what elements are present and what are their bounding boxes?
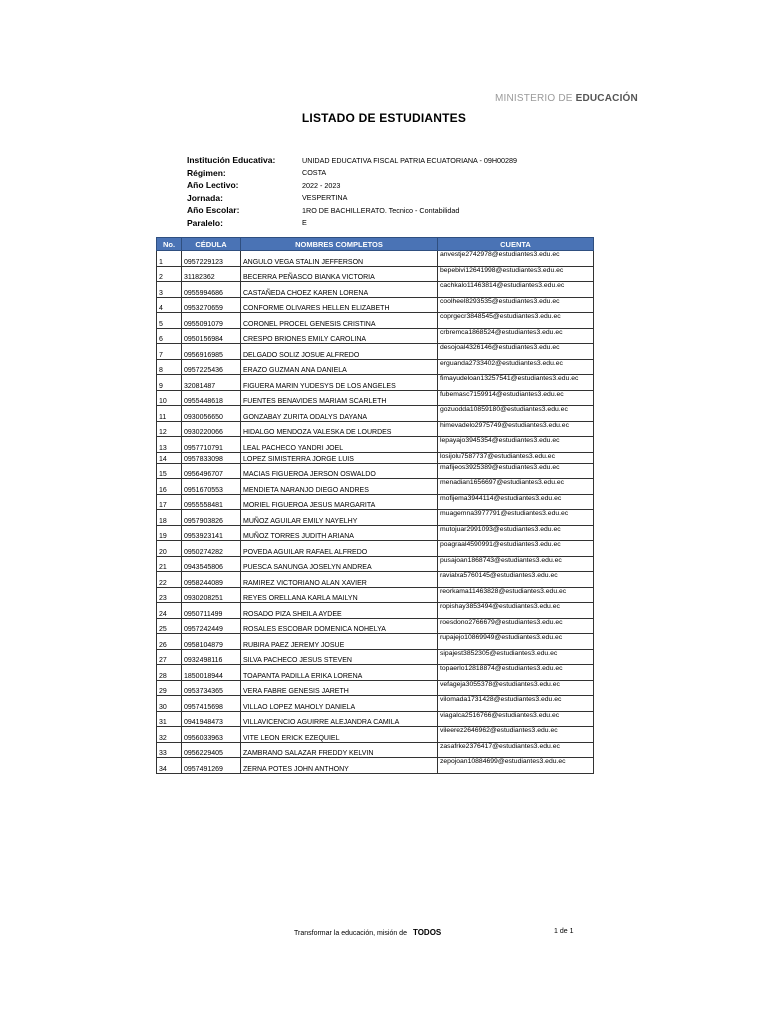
- table-row: [157, 742, 594, 758]
- cell-nombres: VITE LEON ERICK EZEQUIEL: [241, 727, 438, 743]
- cell-cedula: 0955994686: [182, 282, 241, 298]
- cell-cedula: 0943545806: [182, 556, 241, 572]
- table-row: [157, 359, 594, 375]
- footer-motto: [294, 928, 441, 937]
- cell-nombres: PUESCA SANUNGA JOSELYN ANDREA: [241, 556, 438, 572]
- cell-cuenta: topaerlo12818874@estudiantes3.edu.ec: [438, 665, 594, 681]
- footer-bold: TODOS: [412, 928, 442, 937]
- cell-cuenta: vilomada1731428@estudiantes3.edu.ec: [438, 696, 594, 712]
- info-row: [187, 167, 517, 180]
- cell-no: 5: [157, 313, 182, 329]
- logo-prefix: MINISTERIO DE: [495, 93, 576, 104]
- cell-cedula: 0955091079: [182, 313, 241, 329]
- cell-cuenta: coprgecr3848545@estudiantes3.edu.ec: [438, 313, 594, 329]
- cell-nombres: MUÑOZ TORRES JUDITH ARIANA: [241, 525, 438, 541]
- table-row: [157, 282, 594, 298]
- cell-cuenta: vefageja3055378@estudiantes3.edu.ec: [438, 680, 594, 696]
- info-value: 1RO DE BACHILLERATO. Tecnico - Contabilidad: [302, 205, 460, 215]
- cell-cedula: 0957833098: [182, 452, 241, 463]
- cell-no: 32: [157, 727, 182, 743]
- cell-cuenta: vileerez2646962@estudiantes3.edu.ec: [438, 727, 594, 743]
- cell-cuenta: fimayudeloan13257541@estudiantes3.edu.ec: [438, 375, 594, 391]
- cell-cedula: 0957710791: [182, 437, 241, 453]
- cell-nombres: MUÑOZ AGUILAR EMILY NAYELHY: [241, 510, 438, 526]
- table-row: [157, 603, 594, 619]
- cell-cedula: 0955448618: [182, 390, 241, 406]
- table-row: [157, 696, 594, 712]
- cell-cuenta: ropishay3853494@estudiantes3.edu.ec: [438, 603, 594, 619]
- cell-no: 23: [157, 587, 182, 603]
- cell-cedula: 0951670553: [182, 479, 241, 495]
- cell-cuenta: anvestje2742978@estudiantes3.edu.ec: [438, 251, 594, 267]
- cell-no: 7: [157, 344, 182, 360]
- cell-no: 34: [157, 758, 182, 774]
- cell-cuenta: mofijema3944114@estudiantes3.edu.ec: [438, 494, 594, 510]
- page-title: LISTADO DE ESTUDIANTES: [301, 111, 467, 125]
- cell-cuenta: coolheel8293535@estudiantes3.edu.ec: [438, 297, 594, 313]
- info-label: Institución Educativa:: [187, 155, 276, 166]
- cell-no: 6: [157, 328, 182, 344]
- cell-cuenta: sipajest3852305@estudiantes3.edu.ec: [438, 649, 594, 665]
- cell-no: 27: [157, 649, 182, 665]
- cell-cedula: 0957491269: [182, 758, 241, 774]
- cell-no: 30: [157, 696, 182, 712]
- info-label: Paralelo:: [187, 217, 223, 228]
- info-row: [187, 192, 517, 205]
- cell-nombres: LEAL PACHECO YANDRI JOEL: [241, 437, 438, 453]
- cell-cuenta: ravialxa5760145@estudiantes3.edu.ec: [438, 572, 594, 588]
- table-row: [157, 437, 594, 453]
- cell-no: 9: [157, 375, 182, 391]
- cell-cedula: 0956033963: [182, 727, 241, 743]
- cell-nombres: RAMIREZ VICTORIANO ALAN XAVIER: [241, 572, 438, 588]
- info-value: E: [302, 218, 307, 228]
- cell-nombres: VILLAO LOPEZ MAHOLY DANIELA: [241, 696, 438, 712]
- logo-bold: EDUCACIÓN: [575, 93, 638, 104]
- header-cuenta: CUENTA: [438, 238, 594, 251]
- cell-cedula: 0950711499: [182, 603, 241, 619]
- cell-nombres: DELGADO SOLIZ JOSUE ALFREDO: [241, 344, 438, 360]
- cell-cuenta: viagalca2516766@estudiantes3.edu.ec: [438, 711, 594, 727]
- info-label: Régimen:: [187, 167, 226, 178]
- table-row: [157, 452, 594, 463]
- cell-cuenta: pusajoan1868743@estudiantes3.edu.ec: [438, 556, 594, 572]
- cell-cedula: 0950156984: [182, 328, 241, 344]
- cell-cedula: 0958104879: [182, 634, 241, 650]
- cell-nombres: ZAMBRANO SALAZAR FREDDY KELVIN: [241, 742, 438, 758]
- table-row: [157, 421, 594, 437]
- table-row: [157, 251, 594, 267]
- cell-no: 29: [157, 680, 182, 696]
- cell-no: 21: [157, 556, 182, 572]
- table-row: [157, 525, 594, 541]
- info-row: [187, 217, 517, 230]
- cell-cuenta: poagraal4590991@estudiantes3.edu.ec: [438, 541, 594, 557]
- cell-nombres: ZERNA POTES JOHN ANTHONY: [241, 758, 438, 774]
- cell-no: 20: [157, 541, 182, 557]
- info-value: VESPERTINA: [302, 193, 348, 203]
- table-row: [157, 390, 594, 406]
- cell-nombres: MACIAS FIGUEROA JERSON OSWALDO: [241, 463, 438, 479]
- cell-cedula: 32081487: [182, 375, 241, 391]
- students-table: [156, 237, 594, 774]
- cell-cuenta: fubemasc7159914@estudiantes3.edu.ec: [438, 390, 594, 406]
- cell-cedula: 0958244089: [182, 572, 241, 588]
- cell-no: 2: [157, 266, 182, 282]
- cell-nombres: RUBIRA PAEZ JEREMY JOSUE: [241, 634, 438, 650]
- cell-cuenta: reorkama11463828@estudiantes3.edu.ec: [438, 587, 594, 603]
- cell-cuenta: zepojoan10884699@estudiantes3.edu.ec: [438, 758, 594, 774]
- table-row: [157, 587, 594, 603]
- cell-cuenta: muagemna3977791@estudiantes3.edu.ec: [438, 510, 594, 526]
- cell-nombres: VILLAVICENCIO AGUIRRE ALEJANDRA CAMILA: [241, 711, 438, 727]
- info-row: [187, 204, 517, 217]
- cell-cuenta: cachkalo11463814@estudiantes3.edu.ec: [438, 282, 594, 298]
- cell-cuenta: rupajejo10869949@estudiantes3.edu.ec: [438, 634, 594, 650]
- cell-cuenta: erguanda2733402@estudiantes3.edu.ec: [438, 359, 594, 375]
- footer-text: Transformar la educación, misión de: [294, 930, 407, 937]
- info-value: 2022 - 2023: [302, 180, 341, 190]
- table-row: [157, 727, 594, 743]
- cell-nombres: REYES ORELLANA KARLA MAILYN: [241, 587, 438, 603]
- cell-no: 10: [157, 390, 182, 406]
- table-row: [157, 297, 594, 313]
- table-row: [157, 344, 594, 360]
- cell-cedula: 0930208251: [182, 587, 241, 603]
- cell-no: 4: [157, 297, 182, 313]
- cell-cedula: 0956916985: [182, 344, 241, 360]
- cell-no: 19: [157, 525, 182, 541]
- cell-nombres: MENDIETA NARANJO DIEGO ANDRES: [241, 479, 438, 495]
- cell-no: 1: [157, 251, 182, 267]
- cell-no: 22: [157, 572, 182, 588]
- cell-cuenta: desojoal4326146@estudiantes3.edu.ec: [438, 344, 594, 360]
- cell-nombres: CASTAÑEDA CHOEZ KAREN LORENA: [241, 282, 438, 298]
- cell-nombres: POVEDA AGUILAR RAFAEL ALFREDO: [241, 541, 438, 557]
- header-no: No.: [157, 238, 182, 251]
- cell-cedula: 0956496707: [182, 463, 241, 479]
- cell-cuenta: menadian1656697@estudiantes3.edu.ec: [438, 479, 594, 495]
- info-label: Año Escolar:: [187, 205, 240, 216]
- table-row: [157, 572, 594, 588]
- cell-cedula: 0955558481: [182, 494, 241, 510]
- info-row: [187, 179, 517, 192]
- cell-no: 13: [157, 437, 182, 453]
- table-row: [157, 711, 594, 727]
- ministry-logo: [495, 93, 638, 104]
- cell-no: 12: [157, 421, 182, 437]
- cell-cuenta: losijolu7587737@estudiantes3.edu.ec: [438, 452, 594, 463]
- cell-nombres: CRESPO BRIONES EMILY CAROLINA: [241, 328, 438, 344]
- cell-cuenta: bepebivi12641998@estudiantes3.edu.ec: [438, 266, 594, 282]
- cell-cedula: 0957903826: [182, 510, 241, 526]
- cell-cedula: 0957229123: [182, 251, 241, 267]
- cell-nombres: TOAPANTA PADILLA ERIKA LORENA: [241, 665, 438, 681]
- info-block: [187, 154, 517, 229]
- table-header-row: [157, 238, 594, 251]
- table-row: [157, 328, 594, 344]
- cell-nombres: SILVA PACHECO JESUS STEVEN: [241, 649, 438, 665]
- cell-cuenta: lepayajo3945354@estudiantes3.edu.ec: [438, 437, 594, 453]
- cell-cedula: 0956229405: [182, 742, 241, 758]
- page-number: 1 de 1: [554, 928, 574, 935]
- cell-no: 26: [157, 634, 182, 650]
- cell-no: 25: [157, 618, 182, 634]
- info-label: Año Lectivo:: [187, 180, 239, 191]
- cell-nombres: GONZABAY ZURITA ODALYS DAYANA: [241, 406, 438, 422]
- table-row: [157, 510, 594, 526]
- cell-cedula: 0941948473: [182, 711, 241, 727]
- cell-cedula: 0930220066: [182, 421, 241, 437]
- cell-no: 14: [157, 452, 182, 463]
- cell-cuenta: mafijeos3925389@estudiantes3.edu.ec: [438, 463, 594, 479]
- cell-no: 28: [157, 665, 182, 681]
- table-row: [157, 649, 594, 665]
- table-row: [157, 680, 594, 696]
- header-cedula: CÉDULA: [182, 238, 241, 251]
- table-row: [157, 406, 594, 422]
- cell-nombres: ROSADO PIZA SHEILA AYDEE: [241, 603, 438, 619]
- cell-cuenta: roesdono2766679@estudiantes3.edu.ec: [438, 618, 594, 634]
- header-nombres: NOMBRES COMPLETOS: [241, 238, 438, 251]
- cell-no: 15: [157, 463, 182, 479]
- cell-nombres: ERAZO GUZMAN ANA DANIELA: [241, 359, 438, 375]
- table-row: [157, 665, 594, 681]
- cell-cedula: 0957225436: [182, 359, 241, 375]
- cell-nombres: ROSALES ESCOBAR DOMENICA NOHELYA: [241, 618, 438, 634]
- info-value: COSTA: [302, 168, 327, 178]
- cell-cuenta: crbremca1868524@estudiantes3.edu.ec: [438, 328, 594, 344]
- cell-nombres: FUENTES BENAVIDES MARIAM SCARLETH: [241, 390, 438, 406]
- cell-nombres: VERA FABRE GENESIS JARETH: [241, 680, 438, 696]
- table-row: [157, 634, 594, 650]
- table-row: [157, 463, 594, 479]
- cell-cedula: 0953270659: [182, 297, 241, 313]
- info-label: Jornada:: [187, 192, 223, 203]
- cell-nombres: FIGUERA MARIN YUDESYS DE LOS ANGELES: [241, 375, 438, 391]
- cell-cedula: 0957415698: [182, 696, 241, 712]
- cell-nombres: LOPEZ SIMISTERRA JORGE LUIS: [241, 452, 438, 463]
- table-row: [157, 541, 594, 557]
- cell-nombres: CORONEL PROCEL GENESIS CRISTINA: [241, 313, 438, 329]
- info-value: UNIDAD EDUCATIVA FISCAL PATRIA ECUATORIANA - 09H00289: [302, 155, 518, 165]
- cell-nombres: CONFORME OLIVARES HELLEN ELIZABETH: [241, 297, 438, 313]
- table-row: [157, 266, 594, 282]
- cell-no: 8: [157, 359, 182, 375]
- table-row: [157, 556, 594, 572]
- info-row: [187, 154, 517, 167]
- cell-cuenta: himevadelo2975749@estudiantes3.edu.ec: [438, 421, 594, 437]
- table-row: [157, 494, 594, 510]
- cell-no: 17: [157, 494, 182, 510]
- table-row: [157, 618, 594, 634]
- cell-cedula: 31182362: [182, 266, 241, 282]
- cell-cuenta: mutojuar2991093@estudiantes3.edu.ec: [438, 525, 594, 541]
- cell-nombres: ANGULO VEGA STALIN JEFFERSON: [241, 251, 438, 267]
- cell-no: 33: [157, 742, 182, 758]
- table-row: [157, 758, 594, 774]
- cell-cedula: 0953734365: [182, 680, 241, 696]
- cell-cedula: 0953923141: [182, 525, 241, 541]
- cell-no: 16: [157, 479, 182, 495]
- cell-no: 31: [157, 711, 182, 727]
- cell-no: 18: [157, 510, 182, 526]
- cell-cedula: 0932498116: [182, 649, 241, 665]
- table-row: [157, 375, 594, 391]
- cell-cedula: 0930056650: [182, 406, 241, 422]
- cell-nombres: HIDALGO MENDOZA VALESKA DE LOURDES: [241, 421, 438, 437]
- cell-no: 24: [157, 603, 182, 619]
- cell-cedula: 1850018944: [182, 665, 241, 681]
- cell-cedula: 0957242449: [182, 618, 241, 634]
- cell-cuenta: gozuodda10859180@estudiantes3.edu.ec: [438, 406, 594, 422]
- cell-no: 11: [157, 406, 182, 422]
- cell-cuenta: zasafrke2376417@estudiantes3.edu.ec: [438, 742, 594, 758]
- cell-no: 3: [157, 282, 182, 298]
- cell-nombres: BECERRA PEÑASCO BIANKA VICTORIA: [241, 266, 438, 282]
- table-row: [157, 479, 594, 495]
- cell-cedula: 0950274282: [182, 541, 241, 557]
- table-row: [157, 313, 594, 329]
- cell-nombres: MORIEL FIGUEROA JESUS MARGARITA: [241, 494, 438, 510]
